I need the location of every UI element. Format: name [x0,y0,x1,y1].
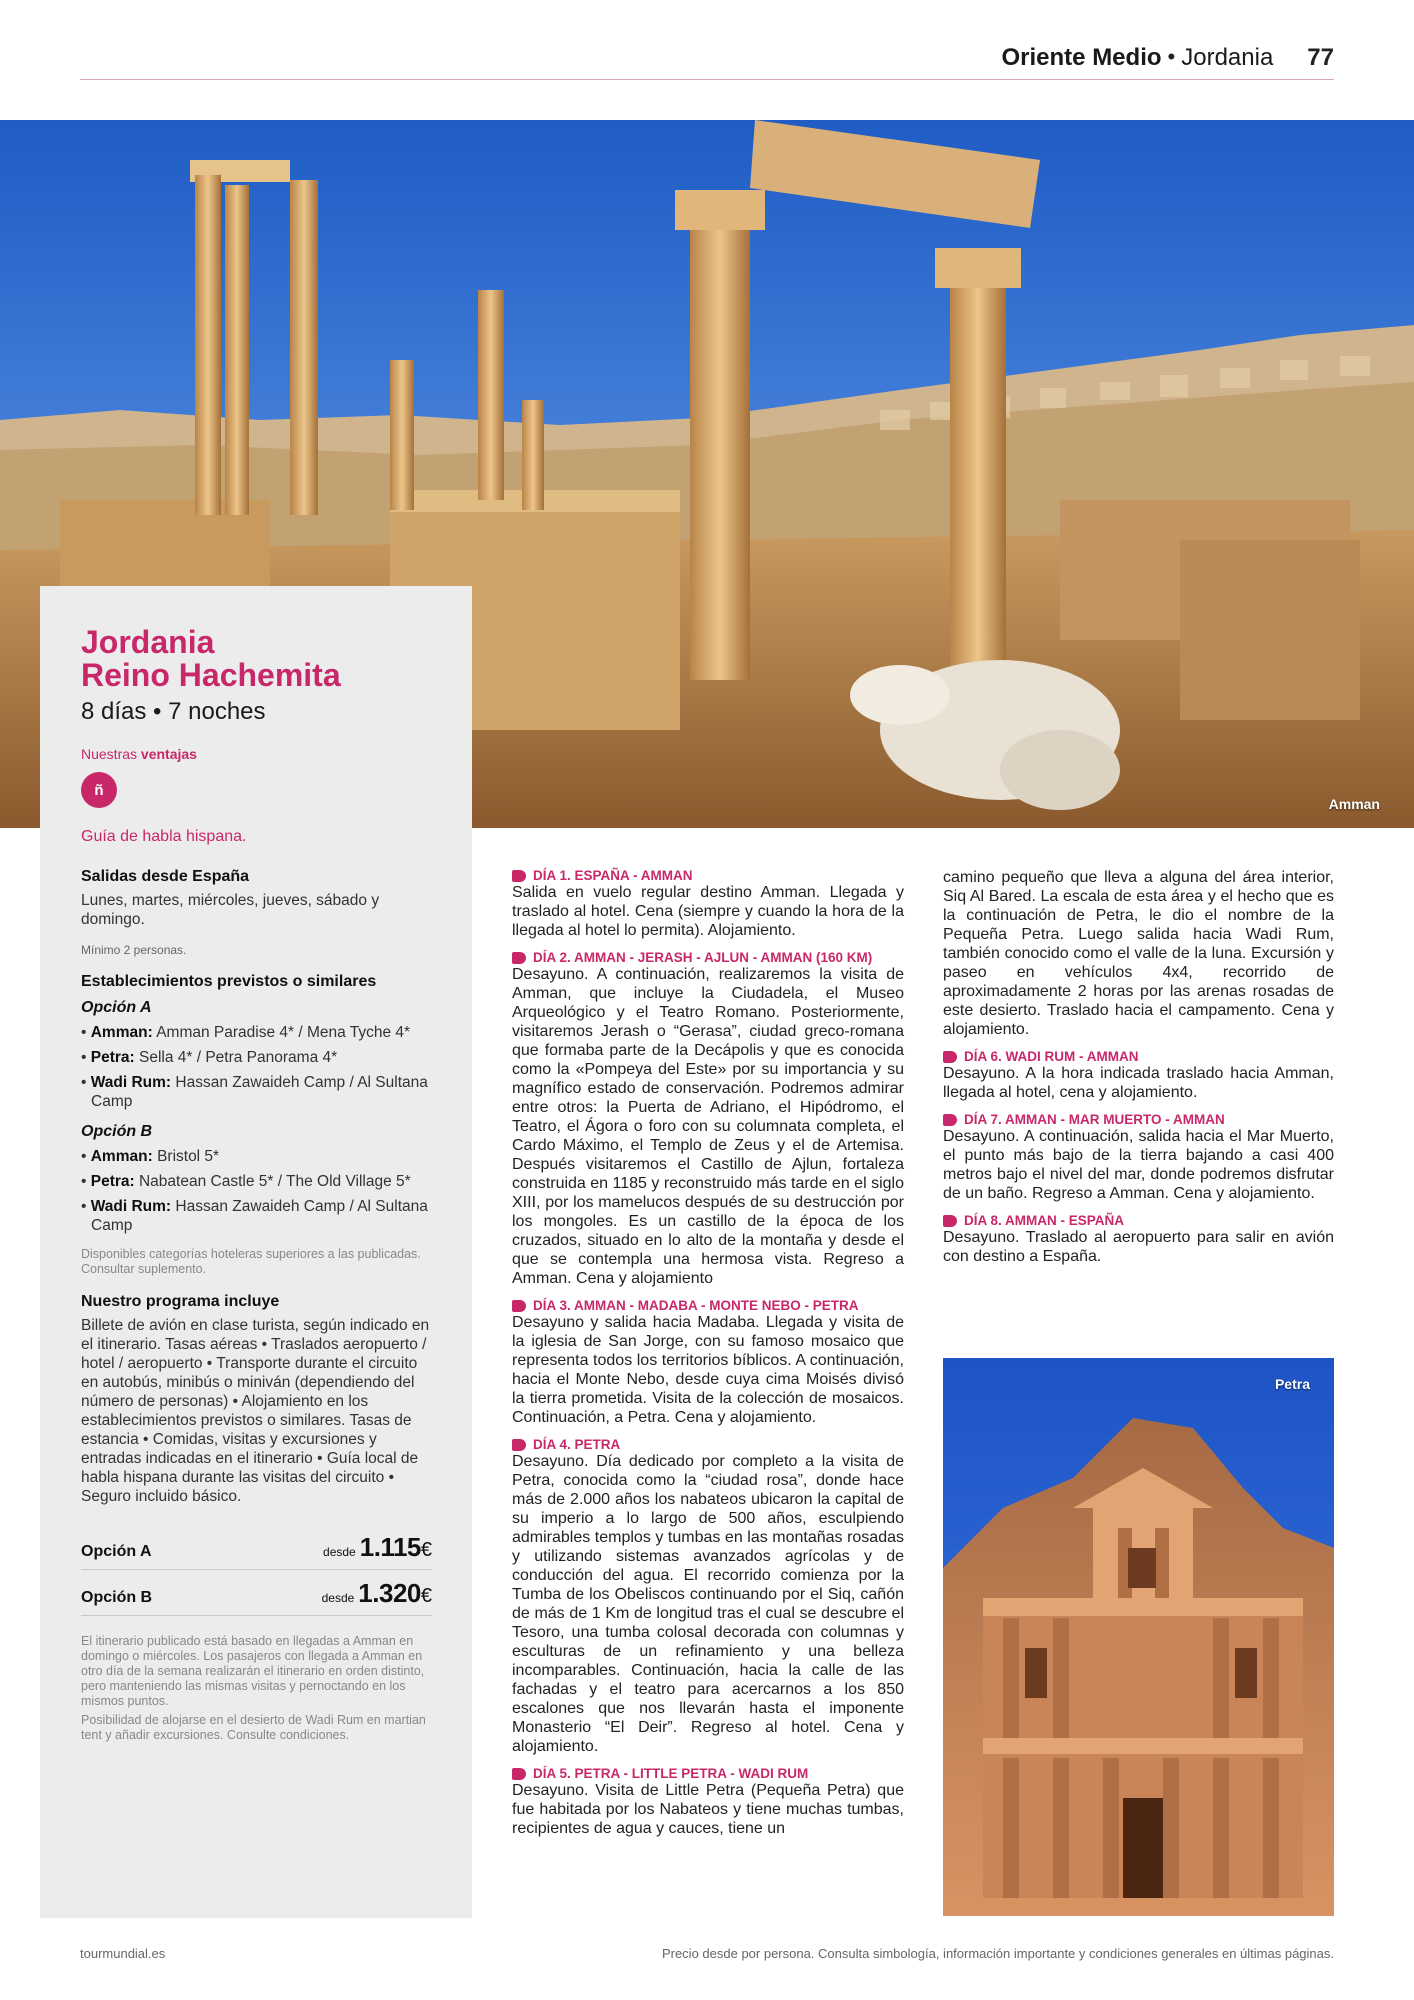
spanish-guide-icon [81,772,117,808]
day-title [943,1112,1334,1127]
day-text: Desayuno. A continuación, realizaremos la visita de Amman, que incluye la Ciudadela, el Museo Arqueológico y el Teatro Romano. Posteriormente, visitaremos Jerash o “Gerasa”, ciudad greco-romana que formaba parte de la Decápolis y que es conocida como la «Pompeya del Este» por su importancia y su magnífico estado de conservación. Podremos admirar entre otros: la Puerta de Adriano, el Hipódromo, el Teatro, el Ágora o foro con su columnata completa, el Cardo Máximo, el Templo de Zeus y el de Artemisa. Después visitaremos el Castillo de Ajlun, fortaleza construida en 1185 y reconstruido más tarde en el siglo XIII, por los mamelucos después de su destrucción por los mongoles. Es un castillo de la época de los cruzados, situado en lo alto de la montaña y desde el que se contempla una hermosa vista. Regreso a Amman. Cena y alojamiento [512,966,904,1287]
day-text: Salida en vuelo regular destino Amman. Llegada y traslado al hotel. Cena (siempre y cuando la hora de la llegada al hotel lo permita). Alojamiento. [512,884,904,939]
price-value: 1.320 [358,1578,421,1608]
arrow-icon [943,1114,957,1126]
arrow-icon [943,1215,957,1227]
day-text: Desayuno. Día dedicado por completo a la visita de Petra, conocida como la “ciudad rosa”, donde hace más de 2.000 años los nabateos ubicaron la capital de su imperio a lo largo de 500 años, esculpiendo admirables templos y tumbas en las montañas rosadas y utilizando sistemas avanzados agrícolas y de conducción del agua. El recorrido comienza por la Tumba de los Obeliscos continuando por el Siq, cañón de más de 1 Km de longitud tras el cual se descubre el Tesoro, una tumba colosal decorada con columnas y esculturas de un refinamiento y una belleza incomparables. Continuación, hacia la calle de las fachadas y el teatro para acercarnos a los 850 escalones que nos llevarán hasta el imponente Monasterio “El Deir”. Regreso al hotel. Cena y alojamiento. [512,1453,904,1755]
price-desde: desde [321,1591,355,1605]
petra-monastery-illustration [943,1358,1334,1916]
itinerary-column-2 [943,868,1334,1266]
arrow-icon [512,952,526,964]
day-title-text: DÍA 8. AMMAN - ESPAÑA [964,1213,1125,1228]
trip-title-line1: Jordania [81,624,215,660]
day-title [512,868,904,883]
price-option-label: Opción A [81,1543,152,1560]
header-separator: • [1167,44,1176,69]
day-title [943,1213,1334,1228]
price-row [81,1524,432,1570]
day-text: Desayuno. A la hora indicada traslado hacia Amman, llegada al hotel, cena y alojamiento. [943,1065,1334,1101]
ventajas-label [81,746,432,762]
hotel-names: Hassan Zawaideh Camp / Al Sultana Camp [91,1198,428,1234]
ventajas-prefix: Nuestras [81,746,138,762]
hotel-city: Wadi Rum: [90,1198,172,1215]
salidas-heading: Salidas desde España [81,868,250,885]
day-5-continuation: camino pequeño que lleva a alguna del área interior, Siq Al Bared. La escala de esta área y el hecho que es la continuación de Petra, le dio el nombre de la Pequeña Petra. Luego salida hacia Wadi Rum, también conocido como el valle de la luna. Excursión y paseo en vehículos 4x4, recorrido de aproximadamente 2 horas por las arenas rosadas de este desierto. Traslado hacia el campamento. Cena y alojamiento. [943,869,1334,1038]
hotel-names: Sella 4* / Petra Panorama 4* [138,1049,338,1066]
itinerary-column-1 [512,868,904,1838]
arrow-icon [512,1768,526,1780]
petra-caption: Petra [1274,1376,1310,1392]
hotel-city: Petra: [90,1173,135,1190]
day-title [943,1049,1334,1064]
petra-image [943,1358,1334,1916]
hotel-note: Disponibles categorías hoteleras superiores a las publicadas. Consultar suplemento. [81,1247,421,1276]
price-currency: € [420,1585,432,1607]
day-text: Desayuno. Visita de Little Petra (Pequeña Petra) que fue habitada por los Nabateos y tiene muchas tumbas, recipientes de agua y cauces, tiene un [512,1782,904,1837]
footer-disclaimer: Precio desde por persona. Consulta simbología, información importante y condiciones generales en últimas páginas. [661,1946,1334,1961]
day-title [512,1437,904,1452]
arrow-icon [943,1051,957,1063]
day-title-text: DÍA 1. ESPAÑA - AMMAN [533,868,693,883]
day-title-text: DÍA 2. AMMAN - JERASH - AJLUN - AMMAN (160 KM) [533,950,873,965]
hotel-line: • Petra: Nabatean Castle 5* / The Old Village 5* [81,1173,411,1190]
day-text: Desayuno. A continuación, salida hacia el Mar Muerto, el punto más bajo de la tierra bajando a casi 400 metros bajo el nivel del mar, donde podremos disfrutar de un baño. Regreso a Amman. Cena y alojamiento. [943,1128,1334,1202]
hotel-line: • Petra: Sella 4* / Petra Panorama 4* [81,1049,338,1066]
country-title: Jordania [1181,44,1274,71]
price-table [81,1524,432,1616]
ventajas-bold: ventajas [140,746,197,762]
price-desde: desde [323,1545,356,1559]
day-title [512,1766,904,1781]
day-title-text: DÍA 7. AMMAN - MAR MUERTO - AMMAN [964,1112,1225,1127]
fine-print-itinerary: El itinerario publicado está basado en llegadas a Amman en domingo o miércoles. Los pasajeros con llegada a Amman en otro día de la semana realizarán el itinerario en orden distinto, pero manteniendo las mismas visitas y pernoctando en los mismos puntos. [81,1634,425,1708]
arrow-icon [512,870,526,882]
day-title-text: DÍA 6. WADI RUM - AMMAN [964,1049,1139,1064]
day-title [512,950,904,965]
minimum-persons: Mínimo 2 personas. [81,943,187,957]
day-title-text: DÍA 3. AMMAN - MADABA - MONTE NEBO - PETRA [533,1298,859,1313]
page-header [80,44,1334,80]
section-title: Oriente Medio [1001,44,1162,71]
day-text: Desayuno. Traslado al aeropuerto para salir en avión con destino a España. [943,1229,1334,1265]
day-text: Desayuno y salida hacia Madaba. Llegada y visita de la iglesia de San Jorge, con su famoso mosaico que representa todos los territorios bíblicos. A continuación, hacia el Monte Nebo, desde cuya cima Moisés divisó la tierra prometida. Visita de la colección de mosaicos. Continuación, a Petra. Cena y alojamiento. [512,1314,904,1426]
hotel-names: Amman Paradise 4* / Mena Tyche 4* [156,1024,411,1041]
programa-text: Billete de avión en clase turista, según indicado en el itinerario. Tasas aéreas • Traslados aeropuerto / hotel / aeropuerto • Transporte durante el circuito en autobús, minibús o miniván (dependiendo del número de personas) • Alojamiento en los establecimientos previstos o similares. Tasas de estancia • Comidas, visitas y excursiones y entradas indicadas en el itinerario • Guía local de habla hispana durante las visitas del circuito • Seguro incluido básico. [81,1317,430,1505]
arrow-icon [512,1439,526,1451]
hotel-line: • Amman: Bristol 5* [81,1148,220,1165]
price-option-label: Opción B [81,1589,153,1606]
day-title-text: DÍA 4. PETRA [533,1437,621,1452]
hotel-city: Amman: [90,1024,153,1041]
hotel-city: Wadi Rum: [90,1074,172,1091]
trip-title-line2: Reino Hachemita [81,657,341,693]
page-number: 77 [1307,44,1334,71]
hotel-line: • Wadi Rum: Hassan Zawaideh Camp / Al Sultana Camp [81,1198,428,1234]
arrow-icon [512,1300,526,1312]
hotel-city: Amman: [90,1148,153,1165]
hero-caption: Amman [1328,796,1380,812]
price-value: 1.115 [359,1532,421,1562]
hotel-names: Bristol 5* [157,1148,220,1165]
day-title [512,1298,904,1313]
hotel-line: • Wadi Rum: Hassan Zawaideh Camp / Al Sultana Camp [81,1074,428,1110]
fine-print-wadi-rum: Posibilidad de alojarse en el desierto de Wadi Rum en martian tent y añadir excursiones. Consulte condiciones. [81,1713,426,1742]
trip-duration: 8 días • 7 noches [81,698,266,725]
footer-site: tourmundial.es [80,1946,166,1961]
option-b-label: Opción B [81,1123,153,1140]
programa-heading: Nuestro programa incluye [81,1293,280,1310]
badge-glyph: ñ [94,781,104,799]
hotel-line: • Amman: Amman Paradise 4* / Mena Tyche 4* [81,1024,411,1041]
hotel-names: Nabatean Castle 5* / The Old Village 5* [138,1173,411,1190]
price-row [81,1570,432,1616]
option-a-label: Opción A [81,999,152,1016]
hotel-names: Hassan Zawaideh Camp / Al Sultana Camp [91,1074,428,1110]
salidas-text: Lunes, martes, miércoles, jueves, sábado y domingo. [81,892,380,928]
hotel-city: Petra: [90,1049,135,1066]
info-panel [40,586,472,1918]
establecimientos-heading: Establecimientos previstos o similares [81,973,377,990]
guide-text: Guía de habla hispana. [81,828,247,845]
day-title-text: DÍA 5. PETRA - LITTLE PETRA - WADI RUM [533,1766,809,1781]
price-currency: € [420,1539,432,1561]
